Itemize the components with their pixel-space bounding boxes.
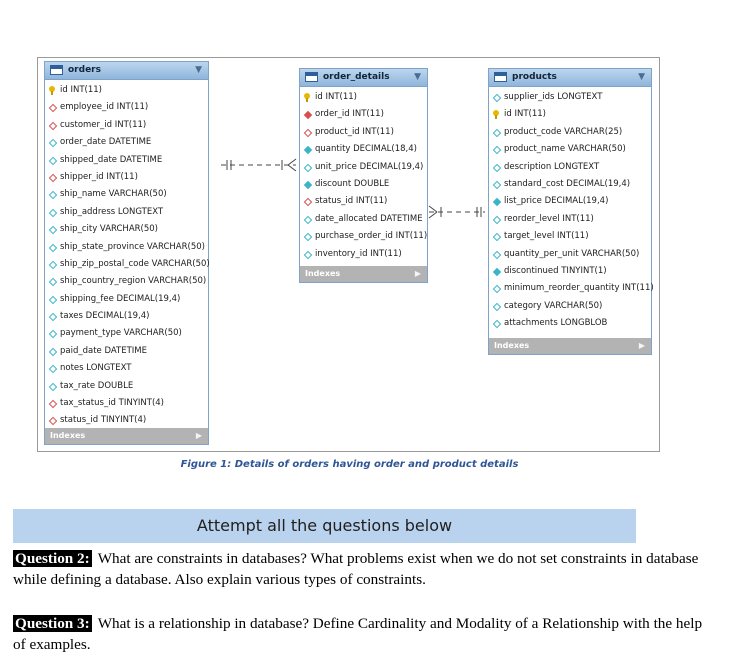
table-order-details[interactable] — [299, 68, 428, 283]
column-icon — [49, 330, 57, 338]
column-definition: standard_cost DECIMAL(19,4) — [504, 178, 631, 189]
question-3 — [13, 613, 718, 655]
table-name: order_details — [323, 72, 390, 82]
column-icon — [493, 163, 501, 171]
column-row[interactable] — [489, 228, 651, 245]
column-definition: product_id INT(11) — [315, 126, 394, 137]
column-icon — [493, 268, 501, 276]
column-row[interactable] — [300, 246, 427, 263]
primary-key-icon — [493, 110, 499, 116]
column-icon — [49, 365, 57, 373]
column-definition: product_name VARCHAR(50) — [504, 144, 626, 155]
relationship-order-details-products[interactable] — [427, 202, 489, 222]
column-definition: product_code VARCHAR(25) — [504, 126, 623, 137]
collapse-arrow-icon[interactable]: ▼ — [195, 65, 202, 75]
column-definition: ship_address LONGTEXT — [60, 206, 164, 217]
column-definition: id INT(11) — [504, 109, 546, 120]
column-definition: taxes DECIMAL(19,4) — [60, 311, 150, 322]
column-icon — [493, 250, 501, 258]
column-definition: tax_status_id TINYINT(4) — [60, 398, 164, 409]
column-definition: category VARCHAR(50) — [504, 300, 603, 311]
figure-caption: Figure 1: Details of orders having order and product details — [180, 459, 519, 470]
column-definition: purchase_order_id INT(11) — [315, 231, 428, 242]
table-name: orders — [68, 65, 101, 75]
column-icon — [304, 146, 312, 154]
column-icon — [49, 174, 57, 182]
column-row[interactable] — [45, 325, 208, 342]
column-icon — [49, 122, 57, 130]
column-icon — [304, 129, 312, 137]
instructions-banner: Attempt all the questions below — [13, 509, 636, 543]
expand-arrow-icon[interactable]: ▶ — [638, 341, 645, 350]
column-row[interactable] — [45, 117, 208, 134]
column-row[interactable] — [300, 211, 427, 228]
column-icon — [493, 302, 501, 310]
column-definition: order_date DATETIME — [60, 137, 152, 148]
foreign-key-icon — [304, 111, 312, 119]
column-row[interactable] — [45, 186, 208, 203]
column-icon — [49, 156, 57, 164]
table-header[interactable] — [45, 62, 208, 80]
table-icon — [494, 72, 507, 82]
column-icon — [304, 198, 312, 206]
column-row[interactable] — [489, 159, 651, 176]
column-icon — [304, 233, 312, 241]
collapse-arrow-icon[interactable]: ▼ — [638, 72, 645, 82]
column-definition: attachments LONGBLOB — [504, 318, 608, 329]
column-row[interactable] — [45, 378, 208, 395]
indexes-label: Indexes — [50, 431, 86, 440]
column-icon — [493, 94, 501, 102]
column-icon — [49, 104, 57, 112]
table-header[interactable] — [489, 69, 651, 87]
column-icon — [49, 208, 57, 216]
column-row[interactable] — [45, 256, 208, 273]
column-row[interactable] — [45, 273, 208, 290]
question-label: Question 3: — [15, 615, 90, 632]
column-row[interactable] — [489, 89, 651, 106]
column-icon — [49, 191, 57, 199]
column-row[interactable] — [489, 280, 654, 297]
column-definition: quantity_per_unit VARCHAR(50) — [504, 248, 640, 259]
table-name: products — [512, 72, 557, 82]
column-icon — [304, 250, 312, 258]
column-row[interactable] — [300, 89, 427, 106]
indexes-label: Indexes — [305, 269, 341, 278]
column-icon — [304, 215, 312, 223]
column-icon — [49, 382, 57, 390]
column-row[interactable] — [300, 193, 427, 210]
column-icon — [49, 278, 57, 286]
column-definition: ship_country_region VARCHAR(50) — [60, 276, 207, 287]
column-list — [300, 87, 427, 263]
column-icon — [493, 320, 501, 328]
column-definition: status_id TINYINT(4) — [60, 415, 147, 426]
column-icon — [493, 285, 501, 293]
column-row[interactable] — [45, 169, 208, 186]
column-row[interactable] — [300, 106, 427, 123]
column-definition: employee_id INT(11) — [60, 102, 149, 113]
column-definition: ship_city VARCHAR(50) — [60, 224, 158, 235]
column-row[interactable] — [489, 124, 651, 141]
column-definition: target_level INT(11) — [504, 231, 589, 242]
column-definition: ship_name VARCHAR(50) — [60, 189, 167, 200]
question-text: What is a relationship in database? Define Cardinality and Modality of a Relationship with the help of examples. — [13, 615, 703, 653]
column-row[interactable] — [489, 106, 651, 123]
column-icon — [493, 181, 501, 189]
column-row[interactable] — [45, 308, 208, 325]
column-row[interactable] — [45, 204, 208, 221]
column-icon — [304, 181, 312, 189]
column-row[interactable] — [45, 152, 208, 169]
column-row[interactable] — [300, 176, 427, 193]
column-definition: notes LONGTEXT — [60, 363, 132, 374]
column-row[interactable] — [45, 82, 208, 99]
column-definition: payment_type VARCHAR(50) — [60, 328, 182, 339]
collapse-arrow-icon[interactable]: ▼ — [414, 72, 421, 82]
column-row[interactable] — [489, 211, 651, 228]
column-icon — [493, 233, 501, 241]
column-row[interactable] — [45, 360, 208, 377]
primary-key-icon — [304, 93, 310, 99]
table-orders[interactable] — [44, 61, 209, 445]
column-icon — [493, 215, 501, 223]
column-definition: shipper_id INT(11) — [60, 171, 138, 182]
column-icon — [493, 146, 501, 154]
column-icon — [304, 163, 312, 171]
column-definition: quantity DECIMAL(18,4) — [315, 144, 417, 155]
column-icon — [49, 139, 57, 147]
column-icon — [49, 295, 57, 303]
column-definition: date_allocated DATETIME — [315, 213, 423, 224]
column-icon — [493, 129, 501, 137]
column-definition: customer_id INT(11) — [60, 119, 147, 130]
column-definition: minimum_reorder_quantity INT(11) — [504, 283, 654, 294]
column-row[interactable] — [45, 395, 208, 412]
column-row[interactable] — [489, 298, 651, 315]
column-definition: tax_rate DOUBLE — [60, 380, 134, 391]
relationship-orders-order-details[interactable] — [218, 155, 300, 175]
column-definition: id INT(11) — [315, 92, 357, 102]
column-list — [45, 80, 208, 430]
column-icon — [49, 417, 57, 425]
question-label: Question 2: — [15, 550, 90, 567]
table-products[interactable] — [488, 68, 652, 355]
column-row[interactable] — [489, 193, 651, 210]
column-row[interactable] — [45, 221, 208, 238]
expand-arrow-icon[interactable]: ▶ — [195, 431, 202, 440]
column-icon — [49, 261, 57, 269]
column-definition: description LONGTEXT — [504, 161, 600, 172]
indexes-footer[interactable] — [45, 428, 208, 444]
indexes-footer[interactable] — [489, 338, 651, 354]
column-definition: reorder_level INT(11) — [504, 213, 594, 224]
primary-key-icon — [49, 86, 55, 92]
column-row[interactable] — [45, 134, 208, 151]
indexes-label: Indexes — [494, 341, 530, 350]
column-row[interactable] — [45, 239, 208, 256]
column-row[interactable] — [489, 263, 651, 280]
column-icon — [49, 243, 57, 251]
column-definition: unit_price DECIMAL(19,4) — [315, 161, 424, 172]
column-list — [489, 87, 654, 332]
indexes-footer[interactable] — [300, 266, 427, 282]
column-row[interactable] — [300, 124, 427, 141]
question-2 — [13, 548, 718, 590]
column-icon — [49, 226, 57, 234]
expand-arrow-icon[interactable]: ▶ — [414, 269, 421, 278]
column-icon — [49, 348, 57, 356]
column-row[interactable] — [489, 141, 651, 158]
column-row[interactable] — [489, 246, 651, 263]
column-definition: ship_zip_postal_code VARCHAR(50) — [60, 258, 210, 269]
column-row[interactable] — [45, 291, 208, 308]
column-definition: discount DOUBLE — [315, 178, 390, 189]
column-icon — [49, 400, 57, 408]
table-header[interactable] — [300, 69, 427, 87]
column-definition: paid_date DATETIME — [60, 345, 147, 356]
column-definition: shipping_fee DECIMAL(19,4) — [60, 293, 181, 304]
column-definition: order_id INT(11) — [315, 109, 384, 120]
column-definition: ship_state_province VARCHAR(50) — [60, 241, 205, 252]
column-row[interactable] — [489, 176, 651, 193]
column-definition: inventory_id INT(11) — [315, 248, 402, 259]
column-row[interactable] — [300, 159, 427, 176]
column-row[interactable] — [300, 228, 427, 245]
column-definition: list_price DECIMAL(19,4) — [504, 196, 609, 207]
question-text: What are constraints in databases? What problems exist when we do not set constraints in database while defining a database. Also explain various types of constraints. — [13, 550, 699, 588]
column-definition: status_id INT(11) — [315, 196, 388, 207]
column-icon — [493, 198, 501, 206]
column-row[interactable] — [300, 141, 427, 158]
column-row[interactable] — [45, 343, 208, 360]
column-definition: discontinued TINYINT(1) — [504, 265, 607, 276]
table-icon — [305, 72, 318, 82]
column-definition: id INT(11) — [60, 85, 102, 95]
column-icon — [49, 313, 57, 321]
table-icon — [50, 65, 63, 75]
column-row[interactable] — [45, 99, 208, 116]
column-row[interactable] — [489, 315, 651, 332]
column-definition: supplier_ids LONGTEXT — [504, 92, 603, 102]
column-definition: shipped_date DATETIME — [60, 154, 163, 165]
